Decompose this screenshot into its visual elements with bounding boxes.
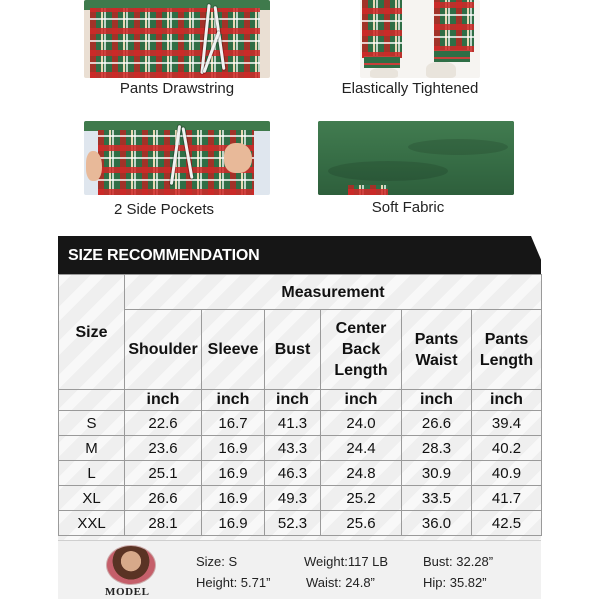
model-size: Size: S	[196, 554, 238, 569]
table-row	[59, 461, 542, 486]
size-table-panel	[58, 274, 541, 540]
column-header-sleeve: Sleeve	[202, 310, 265, 390]
model-weight: Weight:117 LB	[304, 554, 389, 569]
unit-cell: inch	[321, 390, 402, 411]
unit-cell-blank	[59, 390, 125, 411]
drawstring-caption: Pants Drawstring	[119, 80, 235, 97]
column-header-center-back-length: Center Back Length	[321, 310, 402, 390]
value-cell: 26.6	[125, 486, 202, 511]
value-cell: 30.9	[402, 461, 472, 486]
drawstring-photo	[84, 0, 270, 78]
measurement-header: Measurement	[125, 275, 542, 310]
table-row	[59, 486, 542, 511]
value-cell: 24.8	[321, 461, 402, 486]
table-row	[59, 436, 542, 461]
value-cell: 28.1	[125, 511, 202, 536]
model-waist: Waist: 24.8”	[306, 575, 375, 590]
size-cell: S	[59, 411, 125, 436]
value-cell: 36.0	[402, 511, 472, 536]
value-cell: 22.6	[125, 411, 202, 436]
value-cell: 43.3	[265, 436, 321, 461]
unit-cell: inch	[202, 390, 265, 411]
table-row	[59, 411, 542, 436]
column-header-shoulder: Shoulder	[125, 310, 202, 390]
model-avatar	[106, 545, 156, 585]
value-cell: 40.2	[472, 436, 542, 461]
value-cell: 26.6	[402, 411, 472, 436]
value-cell: 28.3	[402, 436, 472, 461]
column-header-pants-length: Pants Length	[472, 310, 542, 390]
soft-fabric-photo	[318, 121, 514, 195]
unit-cell: inch	[472, 390, 542, 411]
value-cell: 24.4	[321, 436, 402, 461]
size-cell: L	[59, 461, 125, 486]
fabric-caption: Soft Fabric	[371, 199, 445, 216]
unit-cell: inch	[265, 390, 321, 411]
model-bust: Bust: 32.28”	[423, 554, 494, 569]
value-cell: 41.7	[472, 486, 542, 511]
table-row	[59, 511, 542, 536]
elastic-caption: Elastically Tightened	[341, 80, 479, 97]
value-cell: 24.0	[321, 411, 402, 436]
unit-cell: inch	[125, 390, 202, 411]
pockets-caption: 2 Side Pockets	[113, 201, 215, 218]
model-height: Height: 5.71”	[196, 575, 271, 590]
model-label: MODEL	[105, 586, 150, 598]
model-hip: Hip: 35.82”	[423, 575, 487, 590]
elastic-cuff-photo	[360, 0, 480, 78]
size-table	[58, 274, 542, 536]
model-info-bar	[58, 540, 541, 599]
unit-cell: inch	[402, 390, 472, 411]
value-cell: 25.6	[321, 511, 402, 536]
value-cell: 25.1	[125, 461, 202, 486]
value-cell: 16.9	[202, 486, 265, 511]
size-recommendation-header	[58, 236, 541, 274]
column-header-pants-waist: Pants Waist	[402, 310, 472, 390]
size-cell: XL	[59, 486, 125, 511]
value-cell: 52.3	[265, 511, 321, 536]
column-header-bust: Bust	[265, 310, 321, 390]
size-cell: XXL	[59, 511, 125, 536]
size-column-header: Size	[59, 275, 125, 390]
value-cell: 16.9	[202, 436, 265, 461]
value-cell: 16.9	[202, 461, 265, 486]
value-cell: 40.9	[472, 461, 542, 486]
chevron-down-icon	[531, 236, 553, 262]
value-cell: 39.4	[472, 411, 542, 436]
value-cell: 16.9	[202, 511, 265, 536]
value-cell: 49.3	[265, 486, 321, 511]
value-cell: 16.7	[202, 411, 265, 436]
value-cell: 25.2	[321, 486, 402, 511]
value-cell: 33.5	[402, 486, 472, 511]
value-cell: 42.5	[472, 511, 542, 536]
value-cell: 41.3	[265, 411, 321, 436]
size-cell: M	[59, 436, 125, 461]
value-cell: 23.6	[125, 436, 202, 461]
value-cell: 46.3	[265, 461, 321, 486]
size-recommendation-title: SIZE RECOMMENDATION	[68, 247, 260, 264]
side-pockets-photo	[84, 121, 270, 195]
